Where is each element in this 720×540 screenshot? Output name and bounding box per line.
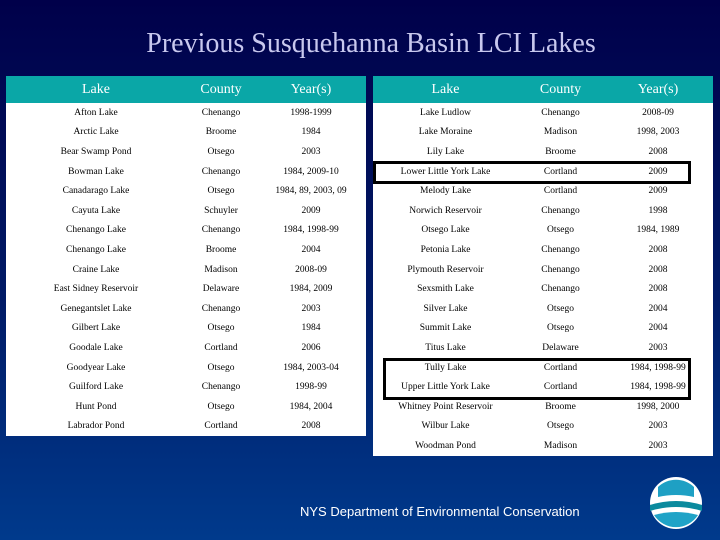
lake-name-cell: Titus Lake bbox=[373, 338, 518, 358]
county-cell: Broome bbox=[186, 123, 256, 143]
table-row bbox=[6, 299, 366, 319]
years-cell: 2003 bbox=[256, 142, 366, 162]
county-cell: Otsego bbox=[186, 319, 256, 339]
county-cell: Otsego bbox=[186, 142, 256, 162]
header-county: County bbox=[186, 76, 256, 103]
years-cell: 1984, 1989 bbox=[603, 221, 713, 241]
lake-name-cell: Cayuta Lake bbox=[6, 201, 186, 221]
table-row bbox=[6, 221, 366, 241]
years-cell: 2004 bbox=[603, 319, 713, 339]
table-row bbox=[373, 181, 713, 201]
lake-name-cell: Guilford Lake bbox=[6, 377, 186, 397]
years-cell: 2009 bbox=[603, 181, 713, 201]
lake-name-cell: Upper Little York Lake bbox=[373, 377, 518, 397]
table-row bbox=[373, 279, 713, 299]
county-cell: Chenango bbox=[518, 103, 603, 123]
county-cell: Otsego bbox=[518, 221, 603, 241]
lake-name-cell: Plymouth Reservoir bbox=[373, 260, 518, 280]
table-row bbox=[373, 221, 713, 241]
county-cell: Chenango bbox=[186, 103, 256, 123]
table-row bbox=[6, 358, 366, 378]
lake-name-cell: Bowman Lake bbox=[6, 162, 186, 182]
lake-name-cell: Woodman Pond bbox=[373, 436, 518, 456]
page-title: Previous Susquehanna Basin LCI Lakes bbox=[146, 28, 596, 59]
table-row bbox=[373, 397, 713, 417]
years-cell: 1984 bbox=[256, 123, 366, 143]
lake-name-cell: Arctic Lake bbox=[6, 123, 186, 143]
lake-name-cell: East Sidney Reservoir bbox=[6, 279, 186, 299]
county-cell: Cortland bbox=[518, 377, 603, 397]
county-cell: Chenango bbox=[518, 279, 603, 299]
left-header-row bbox=[6, 76, 366, 103]
table-row bbox=[373, 338, 713, 358]
years-cell: 2009 bbox=[256, 201, 366, 221]
county-cell: Otsego bbox=[186, 397, 256, 417]
county-cell: Otsego bbox=[518, 299, 603, 319]
county-cell: Schuyler bbox=[186, 201, 256, 221]
table-row bbox=[6, 279, 366, 299]
lake-name-cell: Lake Ludlow bbox=[373, 103, 518, 123]
right-header-row bbox=[373, 76, 713, 103]
years-cell: 2003 bbox=[256, 299, 366, 319]
lake-name-cell: Labrador Pond bbox=[6, 417, 186, 437]
years-cell: 2008 bbox=[603, 142, 713, 162]
lake-name-cell: Silver Lake bbox=[373, 299, 518, 319]
county-cell: Cortland bbox=[518, 358, 603, 378]
lake-name-cell: Norwich Reservoir bbox=[373, 201, 518, 221]
table-row bbox=[6, 338, 366, 358]
years-cell: 1984, 1998-99 bbox=[603, 377, 713, 397]
years-cell: 1998-99 bbox=[256, 377, 366, 397]
lake-name-cell: Lily Lake bbox=[373, 142, 518, 162]
county-cell: Madison bbox=[518, 436, 603, 456]
lake-name-cell: Tully Lake bbox=[373, 358, 518, 378]
years-cell: 1984 bbox=[256, 319, 366, 339]
county-cell: Chenango bbox=[186, 377, 256, 397]
table-row bbox=[373, 299, 713, 319]
years-cell: 1984, 2004 bbox=[256, 397, 366, 417]
county-cell: Chenango bbox=[518, 260, 603, 280]
lake-name-cell: Chenango Lake bbox=[6, 221, 186, 241]
county-cell: Chenango bbox=[186, 299, 256, 319]
lake-name-cell: Wilbur Lake bbox=[373, 417, 518, 437]
table-row bbox=[6, 397, 366, 417]
table-row bbox=[6, 142, 366, 162]
lake-name-cell: Gilbert Lake bbox=[6, 319, 186, 339]
lake-name-cell: Goodyear Lake bbox=[6, 358, 186, 378]
years-cell: 1998-1999 bbox=[256, 103, 366, 123]
years-cell: 2006 bbox=[256, 338, 366, 358]
county-cell: Broome bbox=[186, 240, 256, 260]
county-cell: Cortland bbox=[186, 417, 256, 437]
lake-name-cell: Lower Little York Lake bbox=[373, 162, 518, 182]
table-row bbox=[6, 319, 366, 339]
lake-name-cell: Otsego Lake bbox=[373, 221, 518, 241]
years-cell: 2008 bbox=[603, 260, 713, 280]
lake-name-cell: Sexsmith Lake bbox=[373, 279, 518, 299]
lake-name-cell: Chenango Lake bbox=[6, 240, 186, 260]
county-cell: Chenango bbox=[186, 221, 256, 241]
county-cell: Chenango bbox=[518, 201, 603, 221]
years-cell: 2008-09 bbox=[603, 103, 713, 123]
table-row bbox=[373, 319, 713, 339]
county-cell: Madison bbox=[186, 260, 256, 280]
years-cell: 2008 bbox=[603, 240, 713, 260]
years-cell: 1984, 1998-99 bbox=[603, 358, 713, 378]
table-row bbox=[6, 201, 366, 221]
header-years: Year(s) bbox=[603, 76, 713, 103]
header-lake: Lake bbox=[6, 76, 186, 103]
years-cell: 2003 bbox=[603, 436, 713, 456]
table-row bbox=[6, 377, 366, 397]
nysdec-logo bbox=[648, 475, 704, 536]
table-row bbox=[6, 417, 366, 437]
table-row bbox=[373, 377, 713, 397]
years-cell: 2003 bbox=[603, 417, 713, 437]
years-cell: 1984, 89, 2003, 09 bbox=[256, 181, 366, 201]
county-cell: Madison bbox=[518, 123, 603, 143]
county-cell: Otsego bbox=[518, 417, 603, 437]
table-row bbox=[373, 123, 713, 143]
table-row bbox=[6, 162, 366, 182]
county-cell: Broome bbox=[518, 397, 603, 417]
table-row bbox=[373, 436, 713, 456]
dec-logo-icon bbox=[648, 475, 704, 531]
years-cell: 2004 bbox=[603, 299, 713, 319]
years-cell: 2004 bbox=[256, 240, 366, 260]
lake-name-cell: Afton Lake bbox=[6, 103, 186, 123]
left-lakes-table bbox=[6, 76, 366, 436]
table-row bbox=[6, 240, 366, 260]
years-cell: 1998 bbox=[603, 201, 713, 221]
county-cell: Cortland bbox=[518, 181, 603, 201]
footer-org-name: NYS Department of Environmental Conservation bbox=[300, 504, 580, 519]
table-row bbox=[373, 103, 713, 123]
header-years: Year(s) bbox=[256, 76, 366, 103]
years-cell: 2008 bbox=[256, 417, 366, 437]
table-row bbox=[6, 103, 366, 123]
years-cell: 1998, 2000 bbox=[603, 397, 713, 417]
county-cell: Otsego bbox=[518, 319, 603, 339]
years-cell: 2009 bbox=[603, 162, 713, 182]
table-row bbox=[6, 260, 366, 280]
county-cell: Chenango bbox=[186, 162, 256, 182]
county-cell: Otsego bbox=[186, 181, 256, 201]
lake-name-cell: Craine Lake bbox=[6, 260, 186, 280]
table-row bbox=[373, 260, 713, 280]
county-cell: Broome bbox=[518, 142, 603, 162]
lake-name-cell: Petonia Lake bbox=[373, 240, 518, 260]
lake-name-cell: Genegantslet Lake bbox=[6, 299, 186, 319]
table-row bbox=[6, 123, 366, 143]
lake-name-cell: Lake Moraine bbox=[373, 123, 518, 143]
county-cell: Chenango bbox=[518, 240, 603, 260]
county-cell: Delaware bbox=[518, 338, 603, 358]
years-cell: 2008-09 bbox=[256, 260, 366, 280]
lake-name-cell: Summit Lake bbox=[373, 319, 518, 339]
header-lake: Lake bbox=[373, 76, 518, 103]
table-row bbox=[373, 240, 713, 260]
years-cell: 2003 bbox=[603, 338, 713, 358]
years-cell: 1984, 2009 bbox=[256, 279, 366, 299]
lake-name-cell: Goodale Lake bbox=[6, 338, 186, 358]
county-cell: Delaware bbox=[186, 279, 256, 299]
county-cell: Cortland bbox=[186, 338, 256, 358]
lake-name-cell: Bear Swamp Pond bbox=[6, 142, 186, 162]
header-county: County bbox=[518, 76, 603, 103]
lake-name-cell: Hunt Pond bbox=[6, 397, 186, 417]
lake-name-cell: Melody Lake bbox=[373, 181, 518, 201]
table-row bbox=[373, 162, 713, 182]
years-cell: 1984, 2009-10 bbox=[256, 162, 366, 182]
county-cell: Otsego bbox=[186, 358, 256, 378]
table-row bbox=[373, 358, 713, 378]
right-lakes-table bbox=[373, 76, 713, 456]
county-cell: Cortland bbox=[518, 162, 603, 182]
years-cell: 1998, 2003 bbox=[603, 123, 713, 143]
table-row bbox=[373, 417, 713, 437]
table-row bbox=[373, 142, 713, 162]
lake-name-cell: Whitney Point Reservoir bbox=[373, 397, 518, 417]
table-row bbox=[373, 201, 713, 221]
table-row bbox=[6, 181, 366, 201]
years-cell: 1984, 2003-04 bbox=[256, 358, 366, 378]
years-cell: 2008 bbox=[603, 279, 713, 299]
lake-name-cell: Canadarago Lake bbox=[6, 181, 186, 201]
years-cell: 1984, 1998-99 bbox=[256, 221, 366, 241]
